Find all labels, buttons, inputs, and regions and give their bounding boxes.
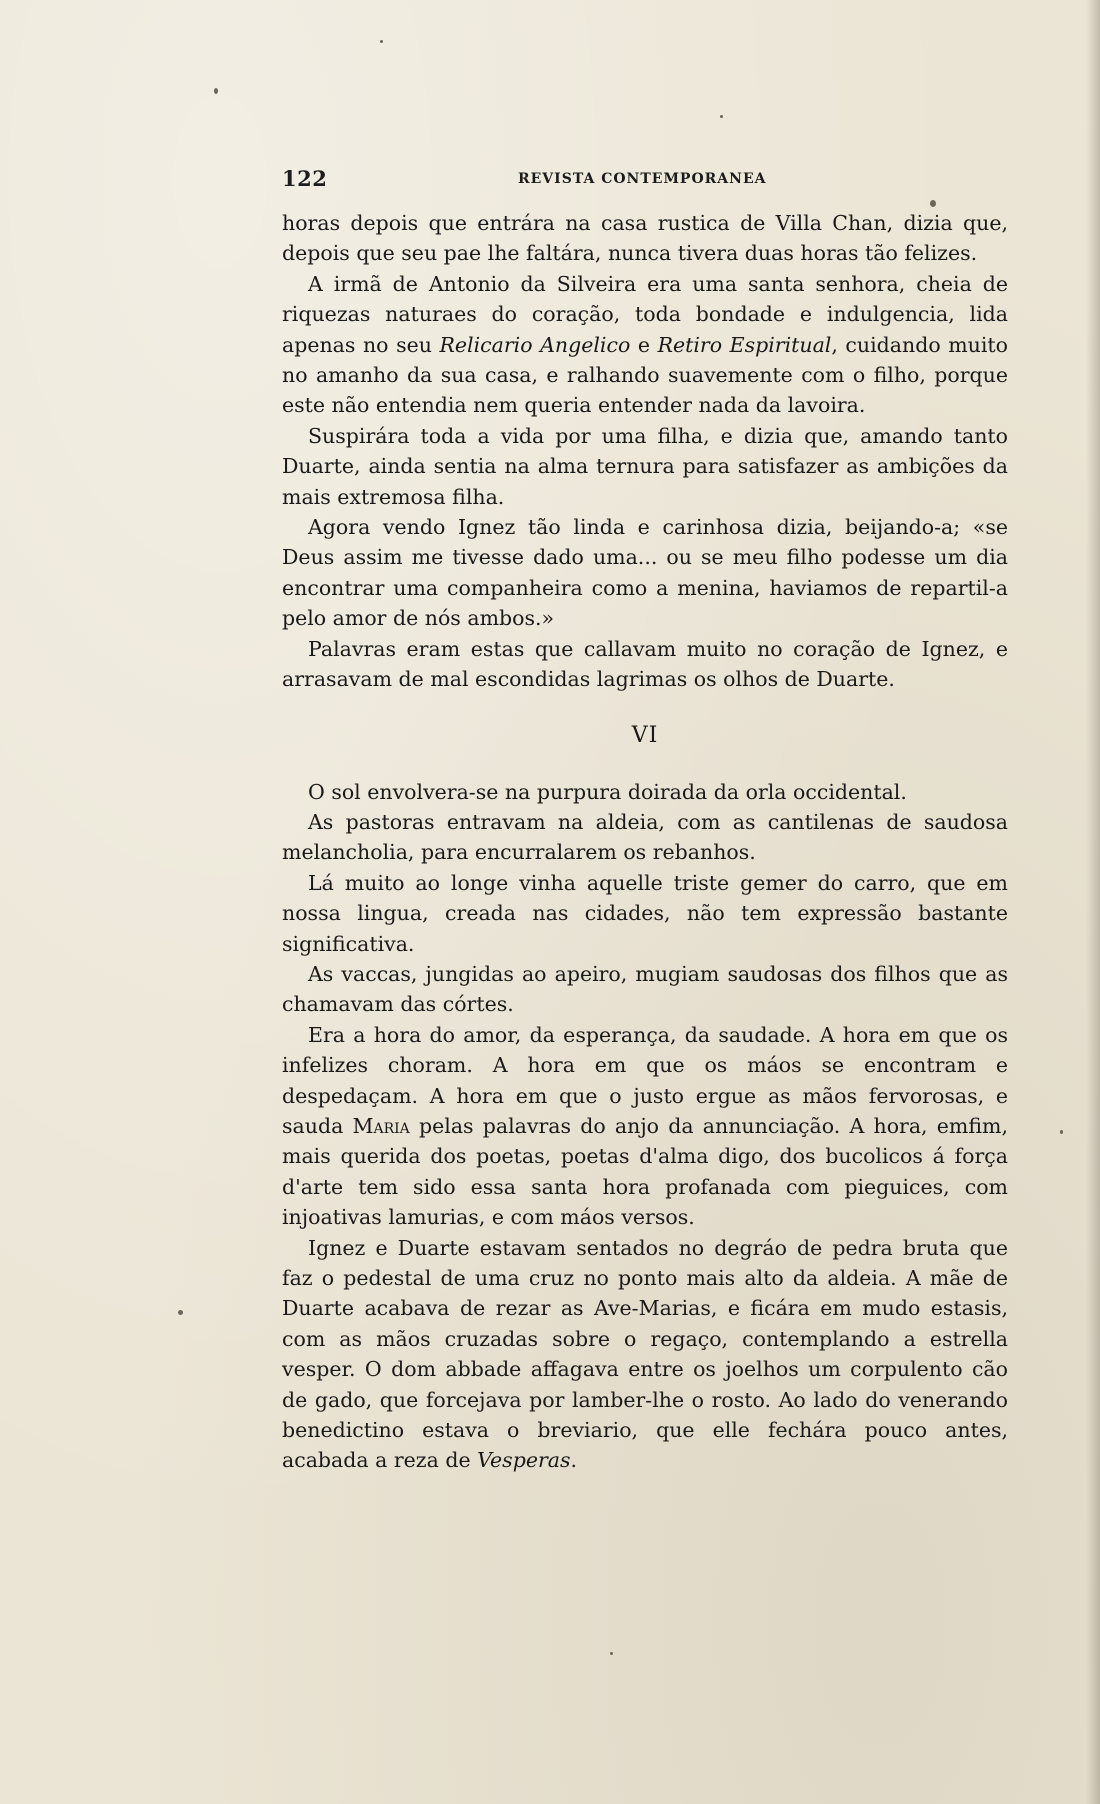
paragraph-continuation [282,208,1008,269]
ink-speck [930,200,936,207]
paragraph [282,1233,1008,1476]
ink-speck [178,1310,183,1315]
paragraph-text: Lá muito ao longe vinha aquelle triste gemer do carro, que em nossa lingua, creada nas cidades, não tem expressão bastante significativa. [282,870,1008,956]
paragraph-text: Era a hora do amor, da esperança, da saudade. A hora em que os infelizes choram. A hora em que os máos se encontram e despedaçam. A hora em que o justo ergue as mãos fervorosas, e sauda [282,1022,1008,1138]
ink-speck [720,115,723,118]
paragraph [282,868,1008,959]
small-caps-word: Maria [352,1113,410,1138]
paragraph-text: e [630,332,658,357]
paragraph-text: . [570,1448,578,1473]
paragraph [282,269,1008,421]
journal-title: REVISTA CONTEMPORANEA [518,171,767,187]
paragraph-text: horas depois que entrára na casa rustica de Villa Chan, dizia que, depois que seu pae lhe faltára, nunca tivera duas horas tão felizes. [282,211,1008,266]
page-edge-shadow [1086,0,1100,1804]
paragraph [282,959,1008,1020]
running-head [282,166,1002,194]
italic-word: Vesperas [477,1448,571,1473]
paragraph-text: A irmã de Antonio da Silveira era uma santa senhora, cheia de riquezas naturaes do coração, toda bondade e indulgencia, lida apenas no seu [282,271,1008,357]
paragraph-text: O sol envolvera-se na purpura doirada da orla occidental. [308,779,907,804]
book-title-italic: Relicario Angelico [439,332,631,357]
paragraph-text: pelas palavras do anjo da annunciação. A hora, emfim, mais querida dos poetas, poetas d'alma digo, dos bucolicos á força d'arte tem sido essa santa hora profanada com pieguices, com injoativas lamurias, e com máos versos. [282,1113,1008,1230]
ink-speck [1060,1130,1063,1134]
paragraph [282,421,1008,512]
ink-speck [380,40,383,43]
paragraph-text: Ignez e Duarte estavam sentados no degráo de pedra bruta que faz o pedestal de uma cruz no ponto mais alto da aldeia. A mãe de Duarte acabava de rezar as Ave-Marias, e ficára em mudo estasis, com as mãos cruzadas sobre o regaço, contemplando a estrella vesper. O dom abbade affagava entre os joelhos um corpulento cão de gado, que forcejava por lamber-lhe o rosto. Ao lado do venerando benedictino estava o breviario, que elle fechára pouco antes, acabada a reza de [282,1235,1008,1473]
paragraph-text: As vaccas, jungidas ao apeiro, mugiam saudosas dos filhos que as chamavam das córtes. [282,961,1008,1017]
paragraph-text: Palavras eram estas que callavam muito no coração de Ignez, e arrasavam de mal escondidas lagrimas os olhos de Duarte. [282,636,1008,692]
section-number: VI [631,722,659,748]
paragraph [282,634,1008,695]
paragraph [282,512,1008,634]
page-number: 122 [282,166,328,191]
body-text [282,208,1008,1476]
book-title-italic: Retiro Espiritual [657,332,832,357]
paragraph [282,807,1008,868]
paragraph-text: Agora vendo Ignez tão linda e carinhosa dizia, beijando-a; «se Deus assim me tivesse dado uma... ou se meu filho podesse um dia encontrar uma companheira como a menina, haviamos de repartil-a pelo amor de nós ambos.» [282,515,1008,631]
paragraph-text: As pastoras entravam na aldeia, com as cantilenas de saudosa melancholia, para encurralarem os rebanhos. [282,809,1008,865]
paragraph [282,777,1008,807]
paragraph-text: Suspirára toda a vida por uma filha, e dizia que, amando tanto Duarte, ainda sentia na alma ternura para satisfazer as ambições da mais extremosa filha. [282,423,1008,509]
ink-speck [610,1652,613,1655]
ink-speck [214,88,218,94]
paragraph [282,1020,1008,1233]
paragraph-text: , cuidando muito no amanho da sua casa, e ralhando suavemente com o filho, porque este não entendia nem queria entender nada da lavoira. [282,332,1009,418]
